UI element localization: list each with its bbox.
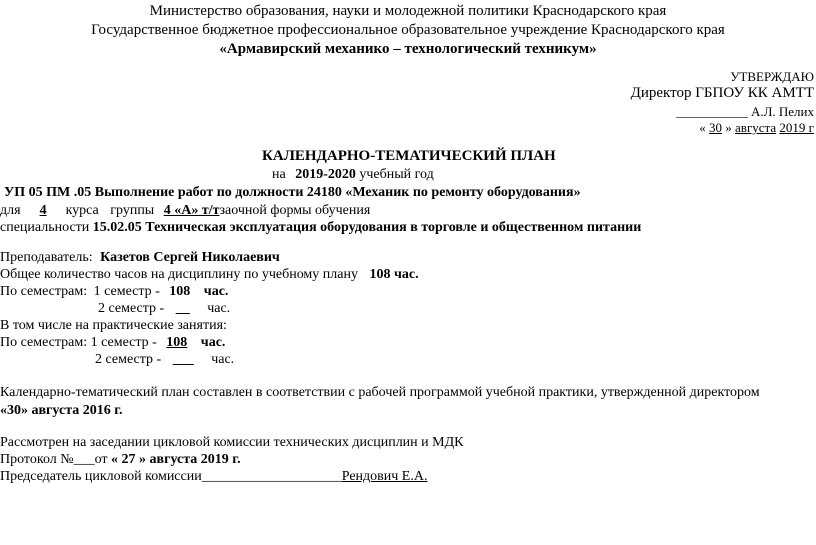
specialty-line: [0, 221, 641, 235]
protocol-label: Протокол №: [0, 452, 74, 467]
practical-label: В том числе на практические занятия:: [0, 318, 227, 333]
date-day: 30: [709, 120, 723, 135]
protocol-date: « 27 » августа 2019 г.: [111, 452, 241, 467]
semesters-label: По семестрам:: [0, 284, 88, 299]
signature-blank: ___________: [676, 104, 748, 119]
ministry-line: Министерство образования, науки и молодежной политики Краснодарского края: [149, 3, 667, 19]
group-word: группы: [110, 203, 155, 218]
study-form: заочной формы обучения: [219, 203, 371, 218]
total-hours-label: Общее количество часов на дисциплину по учебному плану: [0, 267, 358, 282]
review-text: Рассмотрен на заседании цикловой комиссии технических дисциплин и МДК: [0, 435, 464, 450]
semester-1-unit: час.: [203, 284, 229, 299]
practical-semester-2-unit: час.: [211, 352, 235, 367]
compiled-date: «30» августа 2016 г.: [0, 403, 123, 418]
group-value: 4 «А» т/т: [163, 203, 220, 218]
semester-2-line: [98, 302, 230, 316]
approver-position: Директор ГБПОУ КК АМТТ: [630, 85, 814, 101]
date-close-quote: »: [725, 120, 732, 135]
semester-2-unit: час.: [207, 301, 231, 316]
protocol-line: [0, 453, 241, 467]
practical-semester-1-label: 1 семестр -: [90, 335, 157, 350]
approver-signature-line: [676, 105, 814, 118]
course-word: курса: [65, 203, 99, 218]
teacher-name: Казетов Сергей Николаевич: [100, 250, 280, 265]
institution-type-line: Государственное бюджетное профессиональное образовательное учреждение Краснодарского края: [91, 22, 725, 38]
chair-name: Рендович Е.А.: [341, 469, 428, 484]
practical-semester-2-label: 2 семестр -: [95, 352, 162, 367]
total-hours-line: [0, 268, 419, 282]
semester-1-line: [0, 285, 228, 299]
academic-year-line: [272, 168, 434, 182]
semester-2-label: 2 семестр -: [98, 301, 165, 316]
for-word: для: [0, 203, 21, 218]
year-suffix: учебный год: [359, 167, 434, 182]
practical-semesters-label: По семестрам:: [0, 335, 88, 350]
semester-1-label: 1 семестр -: [93, 284, 160, 299]
practical-semester-1-value: 108: [166, 335, 188, 350]
specialty-value: 15.02.05 Техническая эксплуатация оборудования в торговле и общественном питании: [92, 220, 642, 235]
course-number: 4: [39, 203, 47, 218]
protocol-blank: ___: [73, 452, 95, 467]
teacher-line: [0, 251, 280, 265]
semester-1-value: 108: [169, 284, 191, 299]
specialty-label: специальности: [0, 220, 90, 235]
practical-semester-1-line: [0, 336, 225, 350]
document-title: КАЛЕНДАРНО-ТЕМАТИЧЕСКИЙ ПЛАН: [262, 148, 556, 164]
date-month: августа: [735, 120, 777, 135]
course-group-line: [0, 204, 370, 218]
signer-name: А.Л. Пелих: [750, 104, 814, 119]
practical-semester-2-value: ___: [172, 352, 194, 367]
date-open-quote: «: [699, 120, 706, 135]
chair-line: [0, 470, 427, 484]
approve-word: УТВЕРЖДАЮ: [730, 69, 814, 84]
protocol-from: от: [94, 452, 108, 467]
year-prefix: на: [272, 167, 286, 182]
practical-semester-1-unit: час.: [200, 335, 226, 350]
practical-semester-2-line: [95, 353, 234, 367]
compiled-text: Календарно-тематический план составлен в соответствии с рабочей программой учебной практики, утвержденной директором: [0, 385, 760, 400]
academic-years: 2019-2020: [295, 167, 356, 182]
semester-2-value: __: [175, 301, 190, 316]
institution-name-line: «Армавирский механико – технологический техникум»: [219, 41, 597, 57]
approval-date: [699, 121, 814, 134]
teacher-label: Преподаватель:: [0, 250, 93, 265]
total-hours-value: 108 час.: [369, 267, 419, 282]
date-year: 2019 г: [779, 120, 814, 135]
chair-label: Председатель цикловой комиссии: [0, 469, 202, 484]
practice-title: УП 05 ПМ .05 Выполнение работ по должности 24180 «Механик по ремонту оборудования»: [4, 185, 581, 200]
chair-blank: ____________________: [201, 469, 342, 484]
